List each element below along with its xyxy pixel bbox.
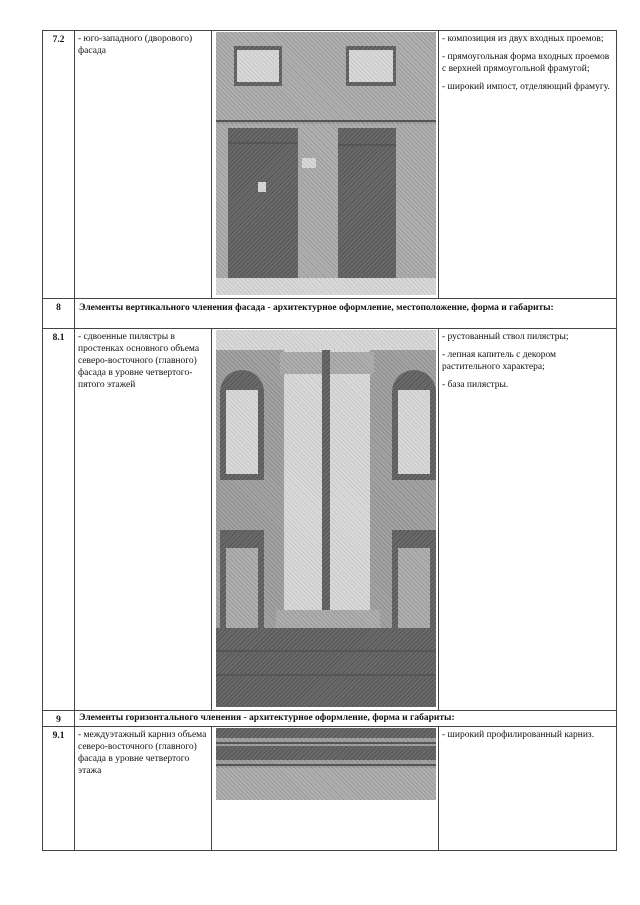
feature-item: - база пилястры.	[442, 380, 509, 390]
row-features	[439, 727, 617, 851]
photo-cell	[212, 31, 439, 299]
section-title: Элементы горизонтального членения - архитектурное оформление, форма и габариты:	[75, 711, 617, 727]
row-number: 8.1	[43, 329, 75, 711]
section-row	[43, 299, 617, 329]
row-number: 7.2	[43, 31, 75, 299]
feature-item: - прямоугольная форма входных проемов с верхней прямоугольной фрамугой;	[442, 52, 610, 74]
photo-cell	[212, 727, 439, 851]
facade-photo-pilasters	[216, 330, 436, 707]
feature-item: - широкий импост, отделяющий фрамугу.	[442, 82, 610, 92]
section-number: 8	[43, 299, 75, 329]
table-row	[43, 727, 617, 851]
section-row	[43, 711, 617, 727]
row-number: 9.1	[43, 727, 75, 851]
document-table	[42, 30, 617, 851]
row-description: - юго-западного (дворового) фасада	[75, 31, 212, 299]
facade-photo-entrances	[216, 32, 436, 295]
feature-item: - широкий профилированный карниз.	[442, 730, 595, 740]
feature-item: - композиция из двух входных проемов;	[442, 34, 604, 44]
row-features	[439, 329, 617, 711]
facade-photo-cornice	[216, 728, 436, 800]
section-number: 9	[43, 711, 75, 727]
row-features	[439, 31, 617, 299]
feature-item: - рустованный ствол пилястры;	[442, 332, 569, 342]
row-description: - междуэтажный карниз объема северо-восточного (главного) фасада в уровне четвертого этажа	[75, 727, 212, 851]
feature-item: - лепная капитель с декором растительного характера;	[442, 350, 557, 372]
section-title: Элементы вертикального членения фасада - архитектурное оформление, местоположение, форма и габариты:	[75, 299, 617, 329]
photo-cell	[212, 329, 439, 711]
row-description: - сдвоенные пилястры в простенках основного объема северо-восточного (главного) фасада в уровне четвертого-пятого этажей	[75, 329, 212, 711]
table-row	[43, 329, 617, 711]
table-row	[43, 31, 617, 299]
